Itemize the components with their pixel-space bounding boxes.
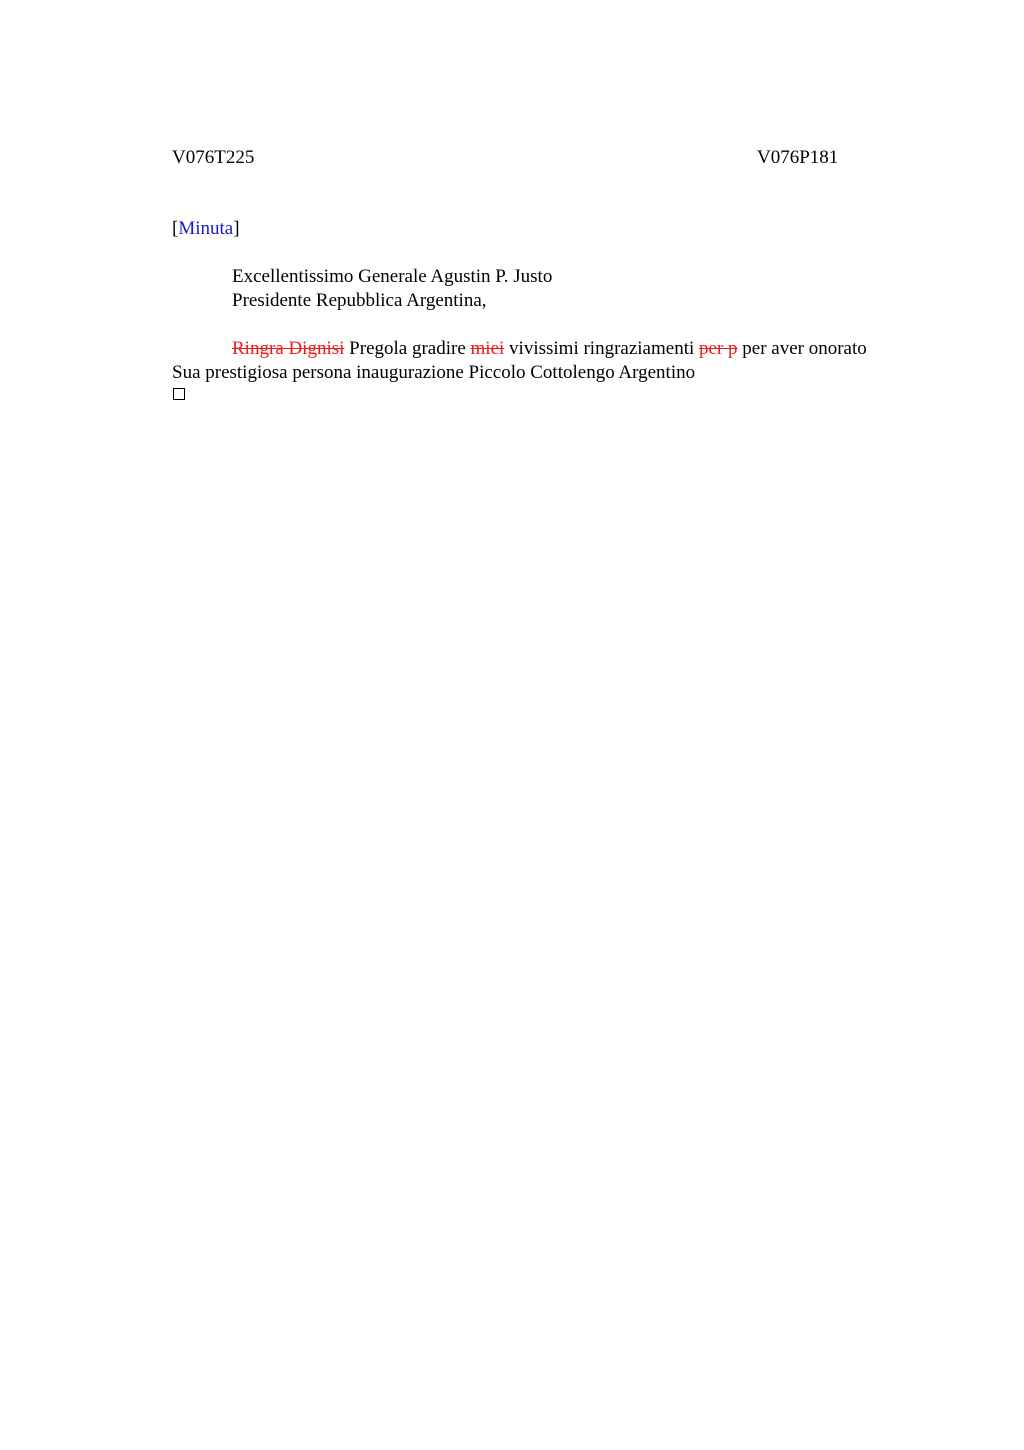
- body-line-2: Sua prestigiosa persona inaugurazione Piccolo Cottolengo Argentino: [172, 362, 696, 383]
- deleted-text: miei: [470, 338, 505, 359]
- minuta-close-bracket: ]: [233, 218, 240, 239]
- body-text: Pregola gradire: [349, 338, 466, 359]
- address-line-2: Presidente Repubblica Argentina,: [232, 290, 487, 311]
- address-line-1: Excellentissimo Generale Agustin P. Justo: [232, 266, 553, 287]
- minuta-heading: [172, 218, 240, 240]
- body-text: vivissimi ringraziamenti: [509, 338, 695, 359]
- deleted-text: Ringra Dignisi: [232, 338, 345, 359]
- document-code-right: V076P181: [757, 147, 839, 168]
- minuta-open-bracket: [: [172, 218, 179, 239]
- body-line-1: [232, 338, 867, 360]
- empty-square-icon: [173, 388, 185, 400]
- minuta-label: Minuta: [178, 218, 234, 239]
- document-code-left: V076T225: [172, 147, 255, 168]
- body-text: per aver onorato: [742, 338, 867, 359]
- deleted-text: per p: [699, 338, 738, 359]
